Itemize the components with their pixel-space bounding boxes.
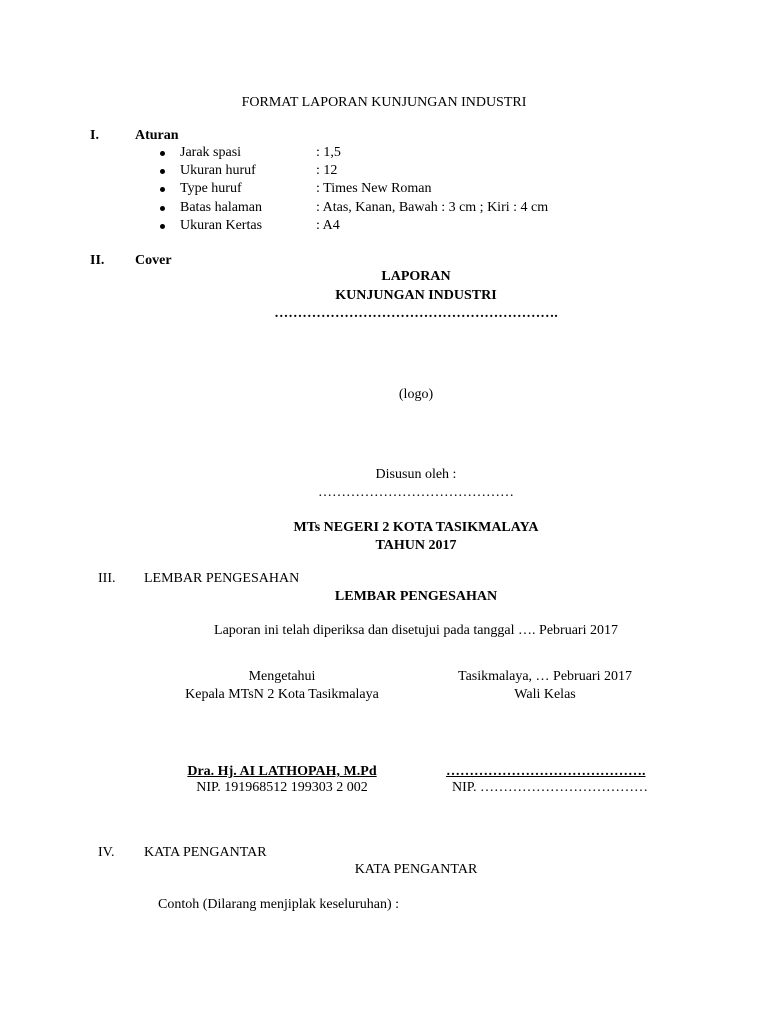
bullet-icon [160,187,165,192]
preface-example-note: Contoh (Dilarang menjiplak keseluruhan) : [158,897,400,912]
rule-label: Batas halaman [180,200,263,215]
signer-left-line1: Mengetahui [248,669,316,684]
signer-left-nip: NIP. 191968512 199303 2 002 [196,780,368,795]
section-2-number: II. [90,253,105,268]
school-name: MTs NEGERI 2 KOTA TASIKMALAYA [293,520,539,535]
bullet-icon [160,169,165,174]
rule-label: Type huruf [180,181,242,196]
compiled-by-label: Disusun oleh : [375,467,457,482]
section-2-title: Cover [135,253,172,268]
report-year: TAHUN 2017 [375,538,457,553]
cover-title-dots: ……………………………………………………. [274,306,558,321]
rule-value: : 1,5 [316,145,341,160]
rule-value: : Times New Roman [316,181,432,196]
section-4-title: KATA PENGANTAR [144,845,267,860]
rule-label: Jarak spasi [180,145,242,160]
approval-statement: Laporan ini telah diperiksa dan disetujui pada tanggal …. Pebruari 2017 [214,623,618,638]
bullet-icon [160,224,165,229]
signer-right-line1: Tasikmalaya, … Pebruari 2017 [458,669,632,684]
section-4-number: IV. [98,845,115,860]
section-1-title: Aturan [135,128,179,143]
signer-right-name: ……………………………………. [446,764,646,779]
section-3-title: LEMBAR PENGESAHAN [144,571,300,586]
signer-left-line2: Kepala MTsN 2 Kota Tasikmalaya [185,687,379,702]
rule-value: : 12 [316,163,338,178]
rule-value: : A4 [316,218,340,233]
approval-heading: LEMBAR PENGESAHAN [334,589,498,604]
bullet-icon [160,206,165,211]
preface-heading: KATA PENGANTAR [354,862,478,877]
rule-value: : Atas, Kanan, Bawah : 3 cm ; Kiri : 4 cm [316,200,549,215]
cover-title-line2: KUNJUNGAN INDUSTRI [335,288,497,303]
signer-left-name: Dra. Hj. AI LATHOPAH, M.Pd [187,764,377,779]
logo-placeholder: (logo) [398,387,434,402]
compiled-by-dots: …………………………………… [318,485,514,500]
document-title: FORMAT LAPORAN KUNJUNGAN INDUSTRI [241,95,527,110]
signer-right-line2: Wali Kelas [514,687,576,702]
rule-label: Ukuran Kertas [180,218,263,233]
cover-title-line1: LAPORAN [381,269,451,284]
section-1-number: I. [90,128,99,143]
bullet-icon [160,151,165,156]
section-3-number: III. [98,571,116,586]
signer-right-nip: NIP. ……………………………… [452,780,649,795]
rule-label: Ukuran huruf [180,163,256,178]
